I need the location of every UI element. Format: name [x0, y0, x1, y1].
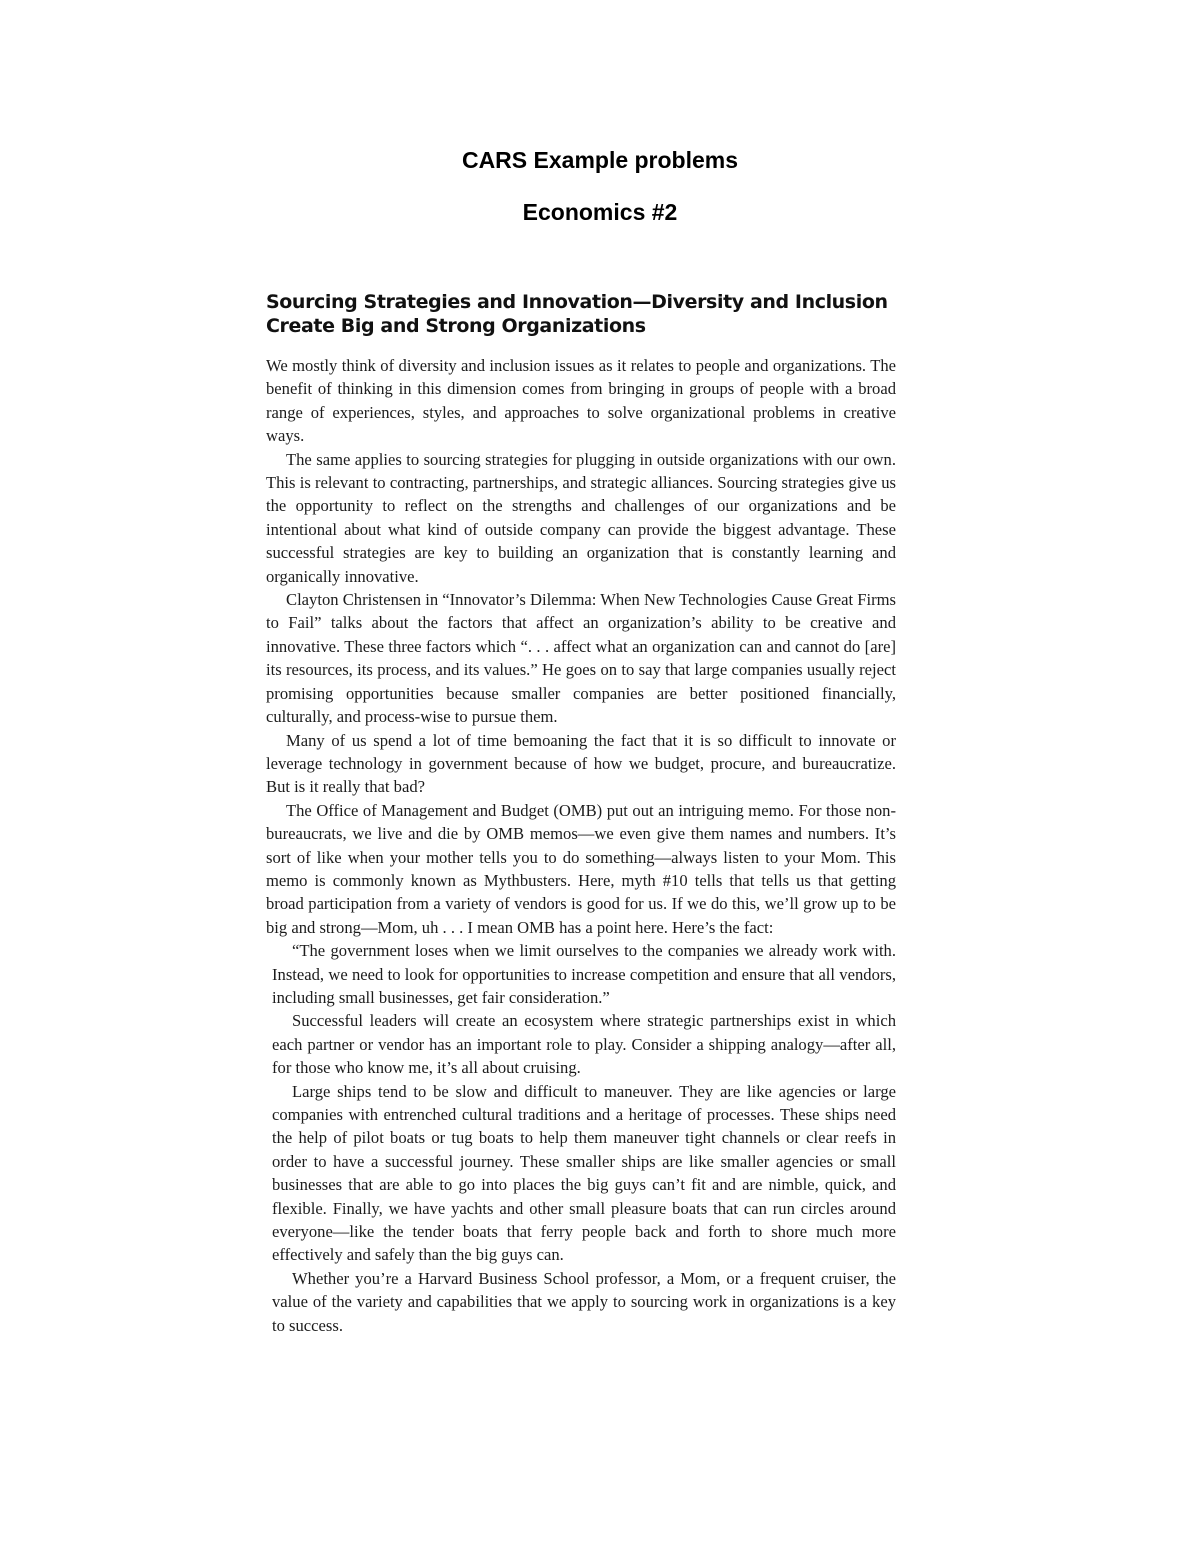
document-title: CARS Example problems: [461, 147, 739, 173]
article-body-lower: [272, 939, 896, 1337]
article-heading: Sourcing Strategies and Innovation—Diversity and Inclusion Create Big and Strong Organizations: [266, 291, 888, 337]
paragraph-3: Clayton Christensen in “Innovator’s Dilemma: When New Technologies Cause Great Firms to Fail” talks about the factors that affect an organization’s ability to be creative and innovative. These three factors which “. . . affect what an organization can and cannot do [are] its resources, its process, and its values.” He goes on to say that large companies usually reject promising opportunities because smaller companies are better positioned financially, culturally, and process-wise to pursue them.: [266, 590, 896, 727]
article: [266, 290, 896, 1337]
paragraph-1: We mostly think of diversity and inclusion issues as it relates to people and organizations. The benefit of thinking in this dimension comes from bringing in groups of people with a broad range of experiences, styles, and approaches to solve organizational problems in creative ways.: [266, 356, 896, 446]
document-subtitle: Economics #2: [522, 199, 678, 225]
paragraph-5: The Office of Management and Budget (OMB) put out an intriguing memo. For those non-bureaucrats, we live and die by OMB memos—we even give them names and numbers. It’s sort of like when your mother tells you to do something—always listen to your Mom. This memo is commonly known as Mythbusters. Here, myth #10 tells that tells us that getting broad participation from a variety of vendors is good for us. If we do this, we’ll grow up to be big and strong—Mom, uh . . . I mean OMB has a point here. Here’s the fact:: [266, 800, 896, 937]
quote-paragraph: “The government loses when we limit ourselves to the companies we already work with. Instead, we need to look for opportunities to increase competition and ensure that all vendors, including small businesses, get fair consideration.”: [272, 941, 896, 1007]
paragraph-7: Successful leaders will create an ecosystem where strategic partnerships exist in which each partner or vendor has an important role to play. Consider a shipping analogy—after all, for those who know me, it’s all about cruising.: [272, 1011, 896, 1078]
page-header: [0, 140, 1200, 232]
paragraph-4: Many of us spend a lot of time bemoaning the fact that it is so difficult to innovate or leverage technology in government because of how we budget, procure, and bureaucratize. But is it really that bad?: [266, 730, 896, 797]
article-body: [266, 354, 896, 1337]
paragraph-2: The same applies to sourcing strategies for plugging in outside organizations with our own. This is relevant to contracting, partnerships, and strategic alliances. Sourcing strategies give us the opportunity to reflect on the strengths and challenges of our organizations and be intentional about what kind of outside company can provide the biggest advantage. These successful strategies are key to building an organization that is constantly learning and organically innovative.: [266, 449, 896, 586]
paragraph-9: Whether you’re a Harvard Business School professor, a Mom, or a frequent cruiser, the value of the variety and capabilities that we apply to sourcing work in organizations is a key to success.: [272, 1268, 896, 1335]
paragraph-8: Large ships tend to be slow and difficult to maneuver. They are like agencies or large companies with entrenched cultural traditions and a heritage of processes. These ships need the help of pilot boats or tug boats to help them maneuver tight channels or clear reefs in order to have a successful journey. These smaller ships are like smaller agencies or small businesses that are able to go into places the big guys can’t fit and are nimble, quick, and flexible. Finally, we have yachts and other small pleasure boats that can run circles around everyone—like the tender boats that ferry people back and forth to shore much more effectively and safely than the big guys can.: [272, 1081, 896, 1265]
